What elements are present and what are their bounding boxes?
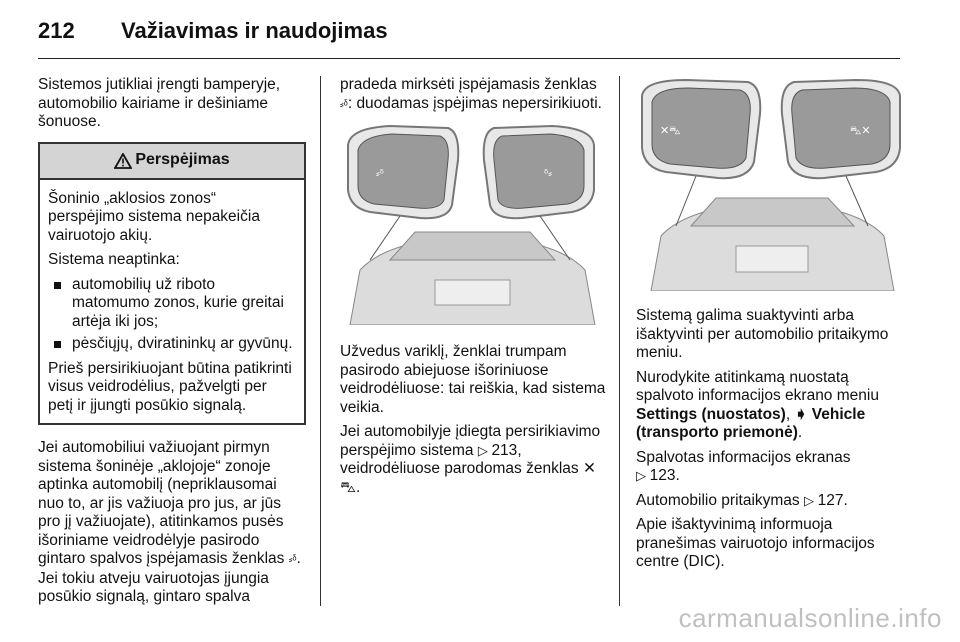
bullet-icon — [54, 282, 61, 289]
warning-paragraph: Sistema neaptinka: — [48, 251, 180, 268]
reference-arrow-icon: ▷ — [636, 468, 650, 483]
bullet-icon — [54, 341, 61, 348]
blind-spot-symbol-icon: ⸗ᵟ — [340, 98, 348, 111]
warning-paragraph: Šoninio „aklosios zonos“ perspėjimo sistema nepakeičia vairuotojo akių. — [48, 189, 260, 244]
svg-text:ᵟ⸗: ᵟ⸗ — [544, 167, 552, 180]
column-right — [636, 76, 906, 578]
body-paragraph: Užvedus variklį, ženklai trumpam pasirodo abiejuose išoriniuose veidrodėliuose: tai reiškia, kad sistema veikia. — [340, 343, 606, 416]
warning-paragraph: Prieš persirikiuojant būtina patikrinti visus veidrodėlius, pažvelgti per petį ir įjungti posūkio signalą. — [48, 359, 292, 414]
intro-paragraph: Sistemos jutikliai įrengti bamperyje, automobilio kairiame ir dešiniame šonuose. — [38, 76, 281, 130]
lane-change-symbol-icon: ✕⛍ — [340, 460, 596, 496]
column-middle — [340, 76, 610, 503]
reference-arrow-icon: ▷ — [803, 492, 818, 508]
column-divider — [619, 76, 620, 606]
body-paragraph: Nurodykite atitinkamą nuostatą spalvoto informacijos ekrano meniu Settings (nuostatos), ➧ Vehicle (transporto priemonė). — [636, 368, 879, 441]
mirrors-car-illustration — [636, 76, 906, 291]
warning-title: Perspėjimas — [135, 151, 230, 169]
warning-header — [40, 144, 304, 180]
svg-text:✕⛍: ✕⛍ — [660, 124, 681, 137]
svg-text:⸗ᵟ: ⸗ᵟ — [376, 167, 384, 180]
warning-body — [40, 180, 304, 424]
page-number: 212 — [38, 18, 75, 43]
column-left — [38, 76, 306, 613]
body-paragraph: Spalvotas informacijos ekranas ▷ 123. — [636, 448, 851, 484]
body-paragraph: Jei automobiliui važiuojant pirmyn sistema šoninėje „aklojoje“ zonoje aptinka automobilį (nepriklausomai nuo to, ar jis važiuoja pro jus, ar jūs pro jį važiuojate), atitinkamos pusės išoriniame veidrodėlyje pasirodo gintaro spalvos įspėjamasis ženklas ⸗ᵟ. Jei tokiu atveju vairuotojas įjungia posūkio signalą, gintaro spalva — [38, 439, 301, 605]
list-item: automobilių už riboto matomumo zonos, kurie greitai artėja iki jos; — [48, 276, 296, 332]
body-paragraph: pradeda mirksėti įspėjamasis ženklas ⸗ᵟ: duodamas įspėjimas nepersirikiuoti. — [340, 76, 602, 112]
page-header — [38, 18, 900, 59]
chapter-title: Važiavimas ir naudojimas — [121, 18, 388, 43]
column-divider — [320, 76, 321, 606]
body-paragraph: Jei automobilyje įdiegta persirikiavimo perspėjimo sistema ▷ 213, veidrodėliuose parodomas ženklas ✕⛍. — [340, 423, 601, 496]
menu-arrow-icon: ➧ — [794, 405, 812, 423]
blind-spot-symbol-icon: ⸗ᵟ — [288, 554, 297, 566]
mirrors-car-illustration — [340, 120, 602, 325]
body-paragraph: Automobilio pritaikymas ▷ 127. — [636, 491, 848, 509]
body-paragraph: Apie išaktyvinimą informuoja pranešimas vairuotojo informacijos centre (DIC). — [636, 516, 875, 570]
reference-arrow-icon: ▷ — [477, 442, 492, 458]
list-item: pėsčiųjų, dviratininkų ar gyvūnų. — [48, 335, 296, 354]
warning-triangle-icon — [114, 153, 132, 169]
warning-box — [38, 142, 306, 426]
body-paragraph: Sistemą galima suaktyvinti arba išaktyvinti per automobilio pritaikymo meniu. — [636, 307, 889, 361]
watermark: carmanualsonline.info — [678, 603, 942, 633]
svg-text:⛍✕: ⛍✕ — [850, 124, 871, 137]
warning-list — [48, 276, 296, 354]
